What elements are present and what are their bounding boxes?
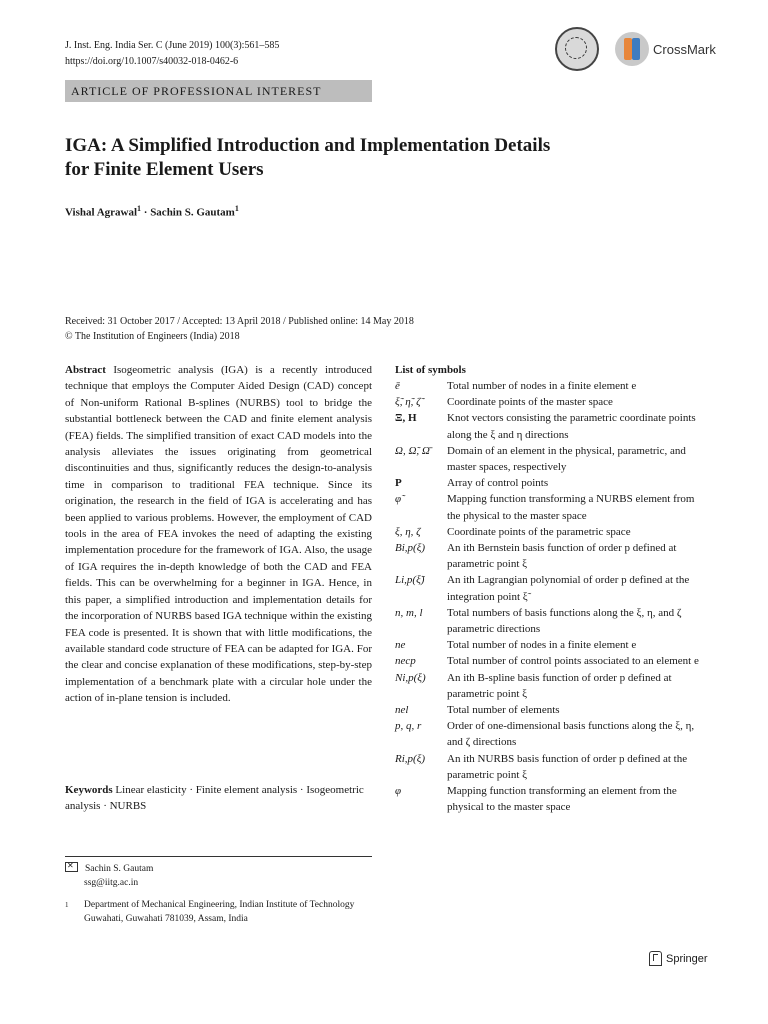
envelope-icon (65, 862, 78, 872)
symbol-list (395, 362, 705, 815)
symbol-definition: Domain of an element in the physical, parametric, and master spaces, respectively (447, 444, 686, 474)
symbol-row (395, 540, 705, 572)
symbol-definition: Total numbers of basis functions along the ξ, η, and ζ parametric directions (447, 606, 682, 636)
affiliation-marker: 1 (137, 204, 142, 213)
symbol-key: P (395, 477, 402, 490)
symbol-row (395, 475, 705, 491)
corresponding-email[interactable]: ssg@iitg.ac.in (84, 878, 139, 888)
history-dates: Received: 31 October 2017 / Accepted: 13 April 2018 / Published online: 14 May 2018 (65, 316, 414, 327)
symbol-definition: An ith NURBS basis function of order p defined at the parametric point ξ (447, 752, 688, 781)
symbol-definition: Array of control points (447, 477, 549, 490)
symbol-key: ξ, η, ζ (395, 525, 421, 538)
symbol-row (395, 637, 705, 653)
affiliation-marker: 1 (234, 204, 239, 213)
publisher-name: Springer (666, 952, 708, 965)
publication-dates (65, 314, 414, 344)
symbol-definition: An ith Bernstein basis function of order p defined at parametric point ξ (447, 542, 677, 571)
symbol-key: p, q, r (395, 720, 422, 733)
symbol-key: Bi,p(ξ) (395, 542, 426, 555)
symbol-row (395, 751, 705, 783)
symbol-row (395, 378, 705, 394)
symbol-definition: Coordinate points of the master space (447, 396, 613, 409)
article-type-banner: ARTICLE OF PROFESSIONAL INTEREST (65, 80, 372, 102)
affiliation-number: 1 (65, 901, 69, 909)
symbol-row (395, 572, 705, 604)
symbol-key: Ω, Ω̃, Ω̄ (395, 444, 430, 457)
springer-horse-icon (649, 951, 662, 966)
symbol-key: Ξ, H (395, 412, 417, 425)
keywords-label: Keywords (65, 784, 113, 796)
symbol-key: ē (395, 380, 400, 392)
symbol-key: ξ̃, η̃, ζ̃ (395, 396, 421, 409)
crossmark-badge[interactable] (615, 32, 716, 66)
crossmark-icon (615, 32, 649, 66)
keywords (65, 782, 372, 815)
symbol-key: ne (395, 639, 406, 652)
abstract (65, 362, 372, 707)
symbol-definition: Total number of elements (447, 704, 560, 717)
crossmark-label: CrossMark (653, 41, 716, 57)
symbol-row (395, 783, 705, 815)
symbol-row (395, 605, 705, 637)
article-title (65, 134, 685, 182)
symbol-row (395, 653, 705, 669)
symbol-row (395, 491, 705, 523)
symbol-row (395, 702, 705, 718)
symbol-definition: Mapping function transforming an element from the physical to the master space (447, 785, 677, 814)
symbol-key: necp (395, 655, 416, 668)
symbol-definition: An ith Lagrangian polynomial of order p defined at the integration point ξ̃ (447, 574, 690, 603)
symbol-definition: Mapping function transforming a NURBS element from the physical to the master space (447, 493, 695, 522)
corresponding-author (65, 862, 153, 890)
symbol-key: Ri,p(ξ) (395, 752, 426, 765)
symbol-definition: Knot vectors consisting the parametric coordinate points along the ξ and η directions (447, 412, 696, 441)
affiliation-text: Department of Mechanical Engineering, Indian Institute of Technology Guwahati, Guwahati 781039, Assam, India (84, 900, 355, 924)
symbol-row (395, 394, 705, 410)
keywords-text: Linear elasticity · Finite element analysis · Isogeometric analysis · NURBS (65, 784, 364, 813)
institution-seal-icon (555, 27, 599, 71)
abstract-text: Isogeometric analysis (IGA) is a recently introduced technique that employs the Computer Aided Design (CAD) concept of Non-uniform Rational B-splines (NURBS) tool to bridge the substantial bottleneck between the CAD and finite element analysis (FEA) fields. The simplified transition of exact CAD models into the analysis alleviates the issues originating from geometrical discontinuities and thus, significantly reduces the design-to-analysis time in comparison to traditional FEA technique. Since its origination, the research in the field of IGA is accelerating and has been applied to various problems. However, the employment of CAD tools in the area of FEA invokes the need of adapting the existing implementation procedure for the framework of IGA. Also, the usage of IGA requires the in-depth knowledge of both the CAD and FEA fields. This can be overwhelming for a beginner in IGA. Hence, in this paper, a simplified introduction and implementation details for the incorporation of NURBS based IGA technique within the existing FEA code is presented. It is shown that with little modifications, the available standard code structure of FEA can be adapted for IGA. For the clear and concise explanation of these modifications, step-by-step implementation of a benchmark plate with a circular hole under the action of in-plane tension is included. (65, 364, 373, 705)
journal-line: J. Inst. Eng. India Ser. C (June 2019) 100(3):561–585 (65, 40, 280, 51)
copyright-line: © The Institution of Engineers (India) 2018 (65, 331, 240, 342)
corresponding-name: Sachin S. Gautam (85, 864, 154, 874)
symbol-row (395, 443, 705, 475)
journal-citation (65, 38, 279, 70)
symbol-key: n, m, l (395, 606, 423, 619)
title-line-2: for Finite Element Users (65, 159, 264, 180)
title-line-1: IGA: A Simplified Introduction and Implementation Details (65, 135, 551, 156)
symbol-row (395, 410, 705, 442)
symbol-row (395, 718, 705, 750)
author-list (65, 204, 239, 219)
publisher-logo (649, 951, 708, 966)
author-name[interactable]: Sachin S. Gautam (150, 206, 235, 219)
symbol-list-heading: List of symbols (395, 364, 466, 376)
doi-link[interactable]: https://doi.org/10.1007/s40032-018-0462-6 (65, 56, 239, 67)
symbol-definition: Total number of nodes in a finite element e (447, 639, 637, 652)
symbol-definition: Order of one-dimensional basis functions along the ξ, η, and ζ directions (447, 720, 695, 749)
symbol-key: nel (395, 704, 409, 717)
symbol-key: Ni,p(ξ) (395, 671, 426, 684)
symbol-definition: Total number of control points associated to an element e (447, 655, 699, 668)
abstract-label: Abstract (65, 364, 106, 376)
header-logos (555, 27, 716, 71)
symbol-definition: An ith B-spline basis function of order p defined at parametric point ξ (447, 671, 672, 700)
symbol-key: Li,p(ξ̃) (395, 574, 425, 587)
symbol-row (395, 670, 705, 702)
author-name[interactable]: Vishal Agrawal (65, 206, 138, 219)
affiliation (65, 898, 372, 926)
symbol-key: φ (395, 785, 402, 798)
symbol-key: φ̃ (395, 493, 402, 506)
symbol-definition: Total number of nodes in a finite element e (447, 380, 637, 392)
author-separator: · (141, 206, 151, 219)
symbol-row (395, 524, 705, 540)
footnote-divider (65, 856, 372, 857)
symbol-definition: Coordinate points of the parametric space (447, 525, 631, 538)
